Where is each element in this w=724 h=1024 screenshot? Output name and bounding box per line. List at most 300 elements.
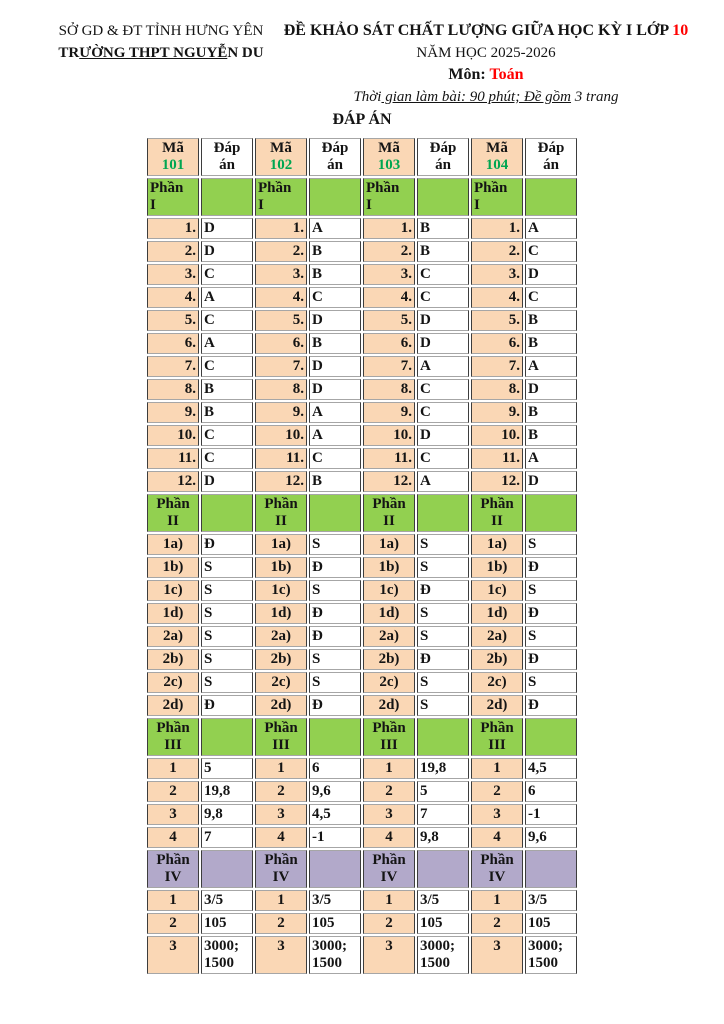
answer-cell: 105 (417, 913, 469, 934)
answer-cell: S (417, 557, 469, 578)
section-label-line: II (275, 513, 287, 529)
question-number-cell: 12. (147, 471, 199, 492)
section-spacer-cell (201, 718, 253, 756)
answer-cell: B (309, 471, 361, 492)
question-number-cell: 1d) (363, 603, 415, 624)
answer-cell: B (309, 241, 361, 262)
question-number-cell: 11. (147, 448, 199, 469)
answer-cell: S (525, 672, 577, 693)
answer-header-line: án (435, 157, 451, 173)
code-header-cell (471, 138, 523, 176)
answer-row (147, 557, 577, 578)
question-number-cell: 10. (255, 425, 307, 446)
section-header-row (147, 850, 577, 888)
answer-cell: Đ (525, 603, 577, 624)
answer-cell: B (525, 402, 577, 423)
answer-cell: S (201, 626, 253, 647)
answer-cell: 19,8 (201, 781, 253, 802)
section-label-line: III (380, 737, 398, 753)
code-number: 101 (161, 157, 185, 173)
section-label-line: II (167, 513, 179, 529)
answer-cell: C (417, 402, 469, 423)
answer-cell: S (417, 626, 469, 647)
answer-key-title: ĐÁP ÁN (332, 111, 392, 128)
question-number-cell: 2. (471, 241, 523, 262)
school-year: NĂM HỌC 2025-2026 (416, 45, 556, 61)
section-label-line: Phần (372, 496, 406, 512)
answer-cell: 6 (525, 781, 577, 802)
section-label-cell (147, 494, 199, 532)
question-number-cell: 5. (363, 310, 415, 331)
answer-row (147, 695, 577, 716)
answer-cell: S (417, 672, 469, 693)
question-number-cell: 3 (147, 936, 199, 974)
answer-cell: B (417, 218, 469, 239)
answer-cell: C (417, 264, 469, 285)
code-header-cell (147, 138, 199, 176)
section-label-line: Phần (264, 720, 298, 736)
table-header-row (147, 138, 577, 176)
school-name-pre: TR (58, 45, 80, 61)
question-number-cell: 12. (363, 471, 415, 492)
question-number-cell: 7. (147, 356, 199, 377)
question-number-cell: 9. (471, 402, 523, 423)
question-number-cell: 1. (147, 218, 199, 239)
question-number-cell: 6. (363, 333, 415, 354)
section-label-cell (147, 850, 199, 888)
section-label-line: Phần (480, 852, 514, 868)
answer-cell: S (417, 603, 469, 624)
answer-cell: D (201, 471, 253, 492)
answer-cell: C (417, 287, 469, 308)
question-number-cell: 8. (363, 379, 415, 400)
answer-cell: S (309, 649, 361, 670)
answer-cell: B (525, 310, 577, 331)
answer-header-cell (525, 138, 577, 176)
question-number-cell: 9. (255, 402, 307, 423)
question-number-cell: 1b) (255, 557, 307, 578)
question-number-cell: 4 (471, 827, 523, 848)
section-label-line: III (272, 737, 290, 753)
question-number-cell: 2a) (147, 626, 199, 647)
answer-cell: 5 (201, 758, 253, 779)
section-label-line: Phần (150, 180, 184, 196)
question-number-cell: 1. (471, 218, 523, 239)
answer-cell: Đ (525, 557, 577, 578)
answer-cell: B (309, 264, 361, 285)
question-number-cell: 8. (147, 379, 199, 400)
answer-cell: A (309, 218, 361, 239)
answer-row (147, 913, 577, 934)
section-label-line: Phần (372, 720, 406, 736)
subject-label: Môn: (448, 66, 490, 83)
answer-row (147, 356, 577, 377)
section-label-cell (363, 494, 415, 532)
question-number-cell: 1a) (363, 534, 415, 555)
section-spacer-cell (309, 718, 361, 756)
question-number-cell: 5. (147, 310, 199, 331)
section-spacer-cell (201, 850, 253, 888)
answer-cell: 7 (201, 827, 253, 848)
answer-row (147, 310, 577, 331)
section-spacer-cell (525, 178, 577, 216)
question-number-cell: 3 (255, 804, 307, 825)
answer-cell: Đ (309, 557, 361, 578)
exam-title-block (280, 20, 706, 108)
question-number-cell: 7. (471, 356, 523, 377)
answer-cell: Đ (417, 649, 469, 670)
question-number-cell: 3 (363, 936, 415, 974)
question-number-cell: 1 (471, 890, 523, 911)
question-number-cell: 1 (147, 890, 199, 911)
school-name-underlined: ƯỜNG THPT NGUYỄ (79, 45, 228, 61)
question-number-cell: 3. (255, 264, 307, 285)
question-number-cell: 2a) (471, 626, 523, 647)
section-label-line: Phần (480, 496, 514, 512)
answer-row (147, 264, 577, 285)
question-number-cell: 2 (363, 913, 415, 934)
answer-cell: Đ (201, 695, 253, 716)
question-number-cell: 2 (471, 781, 523, 802)
section-label-line: I (150, 197, 156, 213)
answer-header-line: án (327, 157, 343, 173)
answer-cell: C (201, 425, 253, 446)
answer-header-line: Đáp (321, 140, 349, 156)
answer-header-line: Đáp (213, 140, 241, 156)
section-label-cell (363, 718, 415, 756)
answer-cell: A (525, 218, 577, 239)
answer-cell: B (525, 425, 577, 446)
answer-cell: S (201, 672, 253, 693)
question-number-cell: 1c) (363, 580, 415, 601)
answer-row (147, 379, 577, 400)
section-spacer-cell (417, 718, 469, 756)
answer-row (147, 448, 577, 469)
section-label-cell (471, 850, 523, 888)
code-prefix-label: Mã (162, 140, 184, 156)
question-number-cell: 2 (471, 913, 523, 934)
answer-cell: A (201, 287, 253, 308)
question-number-cell: 2c) (147, 672, 199, 693)
section-spacer-cell (309, 178, 361, 216)
section-spacer-cell (417, 850, 469, 888)
section-label-cell (471, 718, 523, 756)
answer-cell: Đ (309, 695, 361, 716)
answer-cell: C (417, 379, 469, 400)
section-spacer-cell (525, 494, 577, 532)
question-number-cell: 4. (471, 287, 523, 308)
question-number-cell: 3. (363, 264, 415, 285)
question-number-cell: 10. (363, 425, 415, 446)
answer-row (147, 333, 577, 354)
code-number: 104 (485, 157, 509, 173)
duration-pre: Thời (353, 89, 382, 105)
answer-cell: Đ (309, 603, 361, 624)
question-number-cell: 2a) (255, 626, 307, 647)
answer-row (147, 471, 577, 492)
question-number-cell: 3 (471, 804, 523, 825)
answer-cell: D (309, 379, 361, 400)
question-number-cell: 6. (471, 333, 523, 354)
answer-cell: D (309, 356, 361, 377)
answer-header-cell (201, 138, 253, 176)
question-number-cell: 4. (147, 287, 199, 308)
answer-row (147, 218, 577, 239)
answer-row (147, 827, 577, 848)
question-number-cell: 2. (147, 241, 199, 262)
question-number-cell: 1b) (471, 557, 523, 578)
section-label-line: Phần (156, 496, 190, 512)
section-label-line: IV (380, 869, 398, 885)
answer-cell: Đ (525, 695, 577, 716)
answer-cell: Đ (525, 649, 577, 670)
question-number-cell: 6. (255, 333, 307, 354)
section-spacer-cell (309, 850, 361, 888)
question-number-cell: 4 (363, 827, 415, 848)
answer-row (147, 241, 577, 262)
section-header-row (147, 178, 577, 216)
answer-cell: S (309, 534, 361, 555)
question-number-cell: 2 (147, 781, 199, 802)
section-label-cell (255, 850, 307, 888)
answer-cell: 9,8 (201, 804, 253, 825)
answer-cell: D (525, 471, 577, 492)
question-number-cell: 8. (471, 379, 523, 400)
question-number-cell: 3 (471, 936, 523, 974)
code-prefix-label: Mã (270, 140, 292, 156)
answer-cell: 9,8 (417, 827, 469, 848)
question-number-cell: 1d) (255, 603, 307, 624)
answer-table-body (147, 138, 577, 974)
answer-row (147, 402, 577, 423)
answer-cell: 9,6 (309, 781, 361, 802)
exam-title-text: ĐỀ KHẢO SÁT CHẤT LƯỢNG GIỮA HỌC KỲ I LỚP (283, 22, 673, 39)
section-label-line: Phần (480, 720, 514, 736)
question-number-cell: 1b) (363, 557, 415, 578)
section-label-line: Phần (258, 180, 292, 196)
answer-cell: -1 (309, 827, 361, 848)
question-number-cell: 2. (255, 241, 307, 262)
section-label-line: Phần (264, 496, 298, 512)
answer-cell: D (417, 310, 469, 331)
question-number-cell: 1d) (147, 603, 199, 624)
section-label-line: I (258, 197, 264, 213)
answer-row (147, 890, 577, 911)
answer-cell: S (309, 580, 361, 601)
section-label-line: IV (272, 869, 290, 885)
school-block (42, 20, 280, 108)
answer-cell: S (525, 580, 577, 601)
question-number-cell: 1 (471, 758, 523, 779)
question-number-cell: 1b) (147, 557, 199, 578)
answer-header-line: án (543, 157, 559, 173)
question-number-cell: 1d) (471, 603, 523, 624)
answer-cell: -1 (525, 804, 577, 825)
answer-row (147, 758, 577, 779)
section-spacer-cell (417, 494, 469, 532)
exam-title (280, 20, 692, 42)
code-prefix-label: Mã (378, 140, 400, 156)
question-number-cell: 10. (471, 425, 523, 446)
section-label-line: Phần (156, 720, 190, 736)
question-number-cell: 1 (363, 758, 415, 779)
answer-cell: C (201, 310, 253, 331)
answer-cell: C (201, 448, 253, 469)
duration-line (280, 86, 692, 108)
section-spacer-cell (309, 494, 361, 532)
section-label-line: Phần (264, 852, 298, 868)
section-label-cell (147, 718, 199, 756)
question-number-cell: 1 (255, 890, 307, 911)
section-label-line: I (474, 197, 480, 213)
section-label-line: II (383, 513, 395, 529)
answer-cell: 9,6 (525, 827, 577, 848)
question-number-cell: 1a) (255, 534, 307, 555)
answer-cell: 3000; 1500 (417, 936, 469, 974)
answer-cell: 3/5 (417, 890, 469, 911)
answer-row (147, 936, 577, 974)
answer-cell: D (417, 333, 469, 354)
duration-post: 3 trang (571, 89, 619, 105)
question-number-cell: 6. (147, 333, 199, 354)
section-label-line: I (366, 197, 372, 213)
section-label-cell (147, 178, 199, 216)
answer-cell: S (525, 534, 577, 555)
section-header-row (147, 718, 577, 756)
answer-cell: C (525, 287, 577, 308)
section-label-cell (363, 850, 415, 888)
question-number-cell: 4 (147, 827, 199, 848)
answer-header-cell (309, 138, 361, 176)
question-number-cell: 5. (471, 310, 523, 331)
question-number-cell: 11. (363, 448, 415, 469)
question-number-cell: 4 (255, 827, 307, 848)
answer-cell: D (525, 264, 577, 285)
answer-cell: A (417, 471, 469, 492)
question-number-cell: 2b) (147, 649, 199, 670)
answer-cell: C (525, 241, 577, 262)
answer-cell: 3/5 (525, 890, 577, 911)
question-number-cell: 1a) (471, 534, 523, 555)
answer-row (147, 626, 577, 647)
answer-cell: S (525, 626, 577, 647)
question-number-cell: 2c) (471, 672, 523, 693)
section-label-cell (471, 178, 523, 216)
question-number-cell: 1c) (255, 580, 307, 601)
section-spacer-cell (525, 718, 577, 756)
question-number-cell: 3 (255, 936, 307, 974)
answer-cell: C (417, 448, 469, 469)
question-number-cell: 1a) (147, 534, 199, 555)
section-spacer-cell (201, 178, 253, 216)
question-number-cell: 2c) (255, 672, 307, 693)
duration-underlined: gian làm bài: 90 phút; Đề gồm (381, 89, 572, 105)
answer-cell: D (309, 310, 361, 331)
answer-header-line: Đáp (429, 140, 457, 156)
section-label-line: III (488, 737, 506, 753)
answer-cell: A (201, 333, 253, 354)
section-label-cell (255, 494, 307, 532)
question-number-cell: 2d) (471, 695, 523, 716)
answer-cell: C (201, 356, 253, 377)
question-number-cell: 2b) (255, 649, 307, 670)
question-number-cell: 1 (363, 890, 415, 911)
answer-cell: 19,8 (417, 758, 469, 779)
answer-cell: S (201, 557, 253, 578)
answer-cell: A (525, 356, 577, 377)
question-number-cell: 9. (363, 402, 415, 423)
section-label-line: Phần (372, 852, 406, 868)
answer-cell: B (201, 379, 253, 400)
answer-cell: A (417, 356, 469, 377)
answer-cell: C (201, 264, 253, 285)
question-number-cell: 2. (363, 241, 415, 262)
answer-cell: 105 (309, 913, 361, 934)
question-number-cell: 2d) (147, 695, 199, 716)
code-number: 102 (269, 157, 293, 173)
code-header-cell (255, 138, 307, 176)
answer-cell: S (417, 534, 469, 555)
question-number-cell: 3. (471, 264, 523, 285)
question-number-cell: 7. (363, 356, 415, 377)
section-label-cell (363, 178, 415, 216)
answer-cell: Đ (417, 580, 469, 601)
answer-cell: 3/5 (201, 890, 253, 911)
section-spacer-cell (201, 494, 253, 532)
question-number-cell: 2b) (471, 649, 523, 670)
answer-cell: Đ (309, 626, 361, 647)
answer-cell: 3000; 1500 (201, 936, 253, 974)
answer-cell: A (525, 448, 577, 469)
answer-table (145, 136, 579, 976)
answer-row (147, 580, 577, 601)
question-number-cell: 8. (255, 379, 307, 400)
answer-cell: C (309, 287, 361, 308)
answer-cell: S (201, 580, 253, 601)
answer-cell: S (309, 672, 361, 693)
question-number-cell: 3. (147, 264, 199, 285)
answer-cell: 3000; 1500 (309, 936, 361, 974)
subject-line (280, 64, 692, 86)
answer-cell: D (201, 241, 253, 262)
department-name: SỞ GD & ĐT TỈNH HƯNG YÊN (58, 23, 264, 39)
answer-cell: D (525, 379, 577, 400)
answer-row (147, 603, 577, 624)
question-number-cell: 2d) (255, 695, 307, 716)
answer-cell: 7 (417, 804, 469, 825)
question-number-cell: 1 (255, 758, 307, 779)
answer-row (147, 804, 577, 825)
answer-cell: S (201, 649, 253, 670)
question-number-cell: 12. (255, 471, 307, 492)
question-number-cell: 2d) (363, 695, 415, 716)
answer-cell: 5 (417, 781, 469, 802)
question-number-cell: 1. (255, 218, 307, 239)
section-spacer-cell (525, 850, 577, 888)
section-spacer-cell (417, 178, 469, 216)
answer-cell: D (417, 425, 469, 446)
grade-number: 10 (672, 22, 689, 39)
answer-cell: 6 (309, 758, 361, 779)
answer-cell: B (309, 333, 361, 354)
question-number-cell: 2c) (363, 672, 415, 693)
answer-row (147, 781, 577, 802)
answer-header-cell (417, 138, 469, 176)
question-number-cell: 1. (363, 218, 415, 239)
answer-cell: Đ (201, 534, 253, 555)
answer-cell: 4,5 (309, 804, 361, 825)
question-number-cell: 11. (471, 448, 523, 469)
